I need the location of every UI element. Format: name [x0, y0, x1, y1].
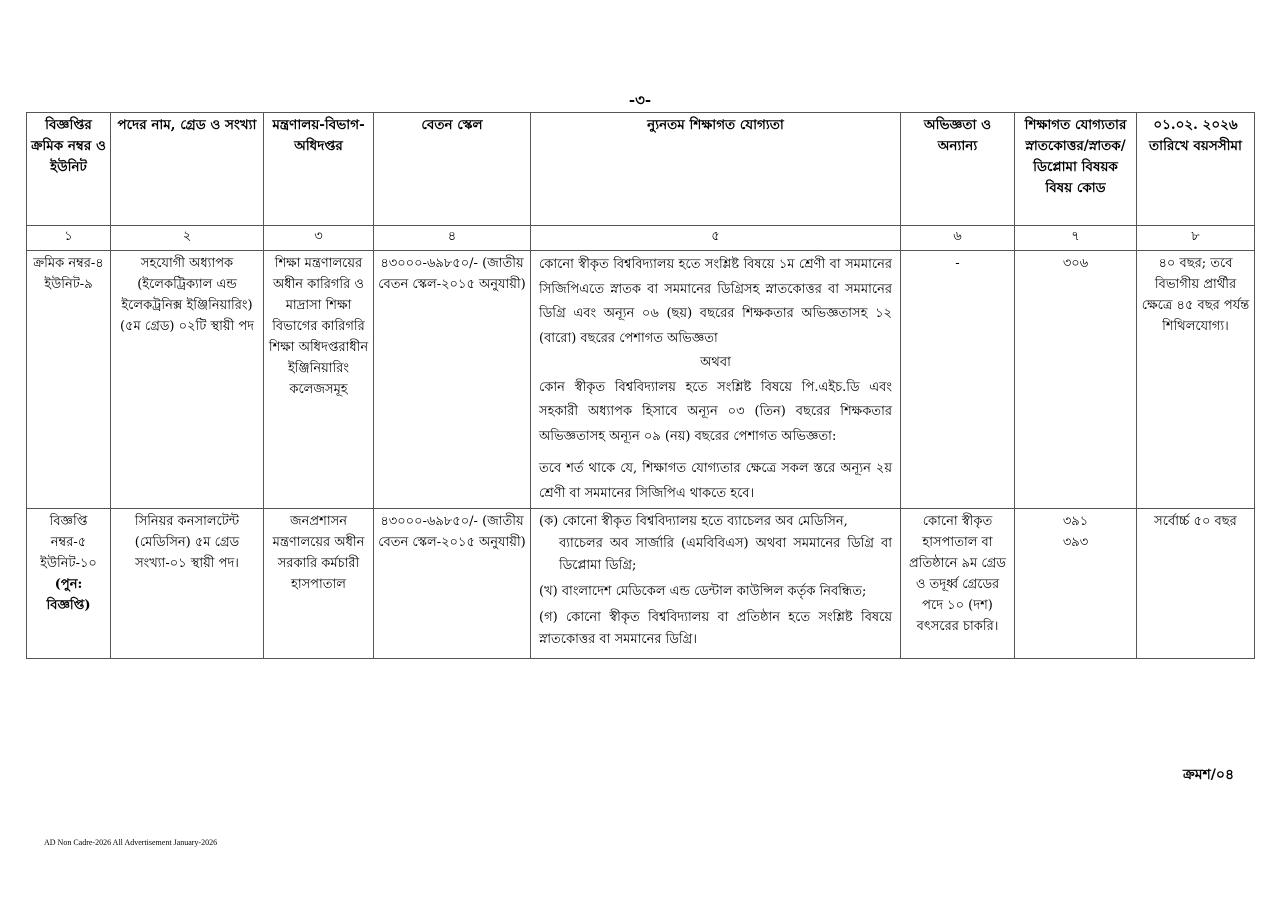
- row2-subject-codes: [1015, 509, 1137, 659]
- row2-qualification-item3: (গ) কোনো স্বীকৃত বিশ্ববিদ্যালয় বা প্রতিষ্ঠান হতে সংশ্লিষ্ট বিষয়ে স্নাতকোত্তর বা সমমানের ডিগ্রি।: [539, 610, 892, 647]
- column-number-row: [27, 226, 1255, 251]
- row1-qualification-para2: কোন স্বীকৃত বিশ্ববিদ্যালয় হতে সংশ্লিষ্ট বিষয়ে পি.এইচ.ডি এবং সহকারী অধ্যাপক হিসাবে অন্যূন ০৩ (তিন) বছরের শিক্ষকতার অভিজ্ঞতাসহ অন্যূন ০৯ (নয়) বছরের পেশাগত অভিজ্ঞতা:: [539, 379, 892, 444]
- row2-qualification-item2: (খ) বাংলাদেশ মেডিকেল এন্ড ডেন্টাল কাউন্সিল কর্তৃক নিবন্ধিত;: [539, 584, 867, 599]
- row2-age-limit: সর্বোর্চ্চ ৫০ বছর: [1137, 509, 1255, 659]
- row2-post: সিনিয়র কনসালটেন্ট (মেডিসিন) ৫ম গ্রেড সংখ্যা-০১ স্থায়ী পদ।: [111, 509, 264, 659]
- table-row: [27, 509, 1255, 659]
- row2-experience: কোনো স্বীকৃত হাসপাতাল বা প্রতিষ্ঠানে ৯ম গ্রেড ও তদূর্ধ্ব গ্রেডের পদে ১০ (দশ) বৎসরের চাকরি।: [901, 509, 1015, 659]
- header-pay-scale: বেতন স্কেল: [374, 113, 531, 226]
- row1-serial: ক্রমিক নম্বর-৪ ইউনিট-৯: [27, 251, 111, 509]
- row2-item1-first: কোনো স্বীকৃত বিশ্ববিদ্যালয় হতে ব্যাচেলর অব মেডিসিন,: [562, 514, 848, 529]
- column-number: ১: [27, 226, 111, 251]
- column-number: ৬: [901, 226, 1015, 251]
- column-number: ৪: [374, 226, 531, 251]
- row2-subject-code-1: ৩৯১: [1062, 514, 1089, 529]
- header-experience: অভিজ্ঞতা ও অন্যান্য: [901, 113, 1015, 226]
- row1-pay-scale: ৪৩০০০-৬৯৮৫০/- (জাতীয় বেতন স্কেল-২০১৫ অনুযায়ী): [374, 251, 531, 509]
- row1-age-limit: ৪০ বছর; তবে বিভাগীয় প্রার্থীর ক্ষেত্রে ৪৫ বছর পর্যন্ত শিথিলযোগ্য।: [1137, 251, 1255, 509]
- row2-serial: বিজ্ঞপ্তি নম্বর-৫ ইউনিট-১০: [40, 514, 97, 571]
- row2-subject-code-2: ৩৯৩: [1062, 535, 1089, 550]
- header-age-limit: ০১.০২. ২০২৬ তারিখে বয়সসীমা: [1137, 113, 1255, 226]
- row2-pay-scale: ৪৩০০০-৬৯৮৫০/- (জাতীয় বেতন স্কেল-২০১৫ অনুযায়ী): [374, 509, 531, 659]
- table-header-row: [27, 113, 1255, 226]
- footer-text: AD Non Cadre-2026 All Advertisement January-2026: [44, 838, 218, 847]
- recruitment-table: [26, 112, 1255, 659]
- row1-experience: -: [901, 251, 1015, 509]
- row1-qualification: [531, 251, 901, 509]
- header-subject-code: শিক্ষাগত যোগ্যতার স্নাতকোত্তর/স্নাতক/ ডিপ্লোমা বিষয়ক বিষয় কোড: [1015, 113, 1137, 226]
- row2-item1-label: (ক): [539, 514, 559, 529]
- row2-ministry: জনপ্রশাসন মন্ত্রণালয়ের অধীন সরকারি কর্মচারী হাসপাতাল: [264, 509, 374, 659]
- row1-ministry: শিক্ষা মন্ত্রণালয়ের অধীন কারিগরি ও মাদ্রাসা শিক্ষা বিভাগের কারিগরি শিক্ষা অধিদপ্তরাধীন ইঞ্জিনিয়ারিং কলেজসমূহ: [264, 251, 374, 509]
- column-number: ৩: [264, 226, 374, 251]
- row1-qualification-or: অথবা: [700, 355, 731, 370]
- row2-qualification-item1: [539, 511, 892, 577]
- row1-qualification-para3: তবে শর্ত থাকে যে, শিক্ষাগত যোগ্যতার ক্ষেত্রে সকল স্তরে অন্যূন ২য় শ্রেণী বা সমমানের সিজিপিএ থাকতে হবে।: [539, 461, 892, 501]
- column-number: ৮: [1137, 226, 1255, 251]
- row2-item1-rest: ব্যাচেলর অব সার্জারি (এমবিবিএস) অথবা সমমানের ডিগ্রি বা ডিপ্লোমা ডিগ্রি;: [559, 536, 892, 573]
- row2-qualification: [531, 509, 901, 659]
- row2-serial-cell: [27, 509, 111, 659]
- row1-post: সহযোগী অধ্যাপক (ইলেকট্রিক্যাল এন্ড ইলেকট্রনিক্স ইঞ্জিনিয়ারিং) (৫ম গ্রেড) ০২টি স্থায়ী পদ: [111, 251, 264, 509]
- column-number: ২: [111, 226, 264, 251]
- table-row: [27, 251, 1255, 509]
- header-qualification: ন্যুনতম শিক্ষাগত যোগ্যতা: [531, 113, 901, 226]
- row1-qualification-para1: কোনো স্বীকৃত বিশ্ববিদ্যালয় হতে সংশ্লিষ্ট বিষয়ে ১ম শ্রেণী বা সমমানের সিজিপিএতে স্নাতক বা সমমানের ডিগ্রিসহ স্নাতকোত্তর বা সমমানের ডিগ্রি এবং অন্যূন ০৬ (ছয়) বছরের শিক্ষকতার অভিজ্ঞতাসহ ১২ (বারো) বছরের পেশাগত অভিজ্ঞতা: [539, 257, 892, 346]
- continued-marker: ক্রমশ/০৪: [1183, 767, 1235, 783]
- row2-serial-note: (পুন: বিজ্ঞপ্তি): [46, 577, 91, 613]
- row1-subject-code: ৩০৬: [1015, 251, 1137, 509]
- header-ministry: মন্ত্রণালয়-বিভাগ-অধিদপ্তর: [264, 113, 374, 226]
- column-number: ৫: [531, 226, 901, 251]
- column-number: ৭: [1015, 226, 1137, 251]
- header-post: পদের নাম, গ্রেড ও সংখ্যা: [111, 113, 264, 226]
- header-serial: বিজ্ঞপ্তির ক্রমিক নম্বর ও ইউনিট: [27, 113, 111, 226]
- page-number: -৩-: [628, 91, 652, 109]
